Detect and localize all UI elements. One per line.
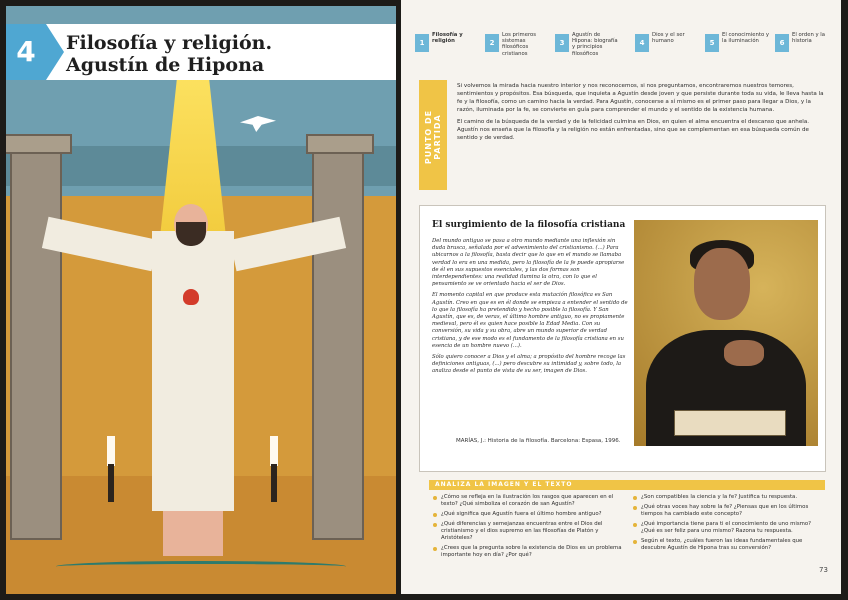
activity-column-left <box>433 494 623 562</box>
reading-quote <box>432 238 628 380</box>
activity-item: ¿Qué importancia tiene para ti el conocimiento de uno mismo? ¿Qué es ser feliz para uno mismo? Razona tu respuesta. <box>633 521 823 535</box>
tab-label: El orden y la historia <box>792 32 826 45</box>
intro-text <box>457 82 827 146</box>
activity-item: ¿Crees que la pregunta sobre la existencia de Dios es un problema importante hoy en día? ¿Por qué? <box>433 545 623 559</box>
chapter-title-line2: Agustín de Hipona <box>66 54 265 76</box>
intro-paragraph: Si volvemos la mirada hacia nuestro interior y nos reconocemos, si nos preguntamos, encontraremos nuestros temores, sentimientos y propósitos. Esa búsqueda, que inquieta a Agustín desde joven y que persiste durante toda su vida, le lleva hasta la fe y la filosofía, como un camino hacia la verdad. Para Agustín, conocerse a sí mismo es el primer paso para llegar a Dios, y la razón, iluminada por la fe, se convierte en guía para comprender el mundo y el sentido de la existencia humana. <box>457 83 824 113</box>
tab-label: Dios y el ser humano <box>652 32 685 45</box>
tab-number: 4 <box>635 34 649 52</box>
snake-icon <box>56 561 346 572</box>
quote-paragraph: Sólo quiero conocer a Dios y el alma; a propósito del hombre recoge las definiciones antiguas, (...) pero descubre su intimidad y, sobre todo, la analiza desde el punto de vista de su ser, imagen de Dios. <box>432 354 626 375</box>
tab-number: 1 <box>415 34 429 52</box>
chapter-title-line1: Filosofía y religión. <box>66 32 273 54</box>
column-capital <box>6 134 72 154</box>
tab-number: 3 <box>555 34 569 52</box>
activity-column-right <box>633 494 823 555</box>
activity-item: Según el texto, ¿cuáles fueron las ideas fundamentales que descubre Agustín de Hipona tras su conversión? <box>633 538 823 552</box>
portrait-book <box>674 410 786 436</box>
unit-number: 4 <box>6 24 46 80</box>
figure-robe <box>152 231 234 511</box>
portrait-face <box>694 248 750 320</box>
column-capital <box>306 134 374 154</box>
tab-label: Agustín de Hipona: biografía y principios filosóficos <box>572 32 618 57</box>
quote-paragraph: El momento capital en que produce esta mutación filosófica es San Agustín. Creo en que es en él donde se empieza a entender el sentido de lo que la filosofía ha pretendido y hecho posible la filosofía. Y San Agustín, que es, de veras, el último hombre antiguo, no es propiamente medieval, pero él es quien hace posible la Edad Media. Con su conversión, su vida y su obra, abre un mundo superior de verdad cristiana, y de ese modo es el fundamento de la filosofía cristiana en su esencia de un hombre nuevo (...). <box>432 292 628 349</box>
tab-number: 6 <box>775 34 789 52</box>
heart-icon <box>183 289 199 305</box>
reading-box <box>419 205 826 472</box>
tab-number: 2 <box>485 34 499 52</box>
reading-citation: MARÍAS, J.: Historia de la filosofía. Barcelona: Espasa, 1996. <box>456 438 621 444</box>
figure-legs <box>163 511 223 556</box>
punto-de-partida-label: PUNTO DE PARTIDA <box>424 109 442 165</box>
intro-paragraph: El camino de la búsqueda de la verdad y de la felicidad culmina en Dios, en quien el alma encuentra el descanso que anhela. Agustín nos enseña que la filosofía y la religión no están enfrentadas, sino que se complementan en esa búsqueda común de sentido y de verdad. <box>457 119 810 141</box>
activity-item: ¿Son compatibles la ciencia y la fe? Justifica tu respuesta. <box>633 494 823 501</box>
activity-item: ¿Qué diferencias y semejanzas encuentras entre el Dios del cristianismo y el dios supremo en las filosofías de Platón y Aristóteles? <box>433 521 623 542</box>
chapter-banner <box>6 24 396 80</box>
tab-label: Filosofía y religión <box>432 32 463 45</box>
candle-right <box>270 436 278 466</box>
candle-holder-left <box>108 464 114 502</box>
activity-section <box>429 480 825 580</box>
quote-paragraph: Del mundo antiguo se pasa a otro mundo mediante una inflexión sin duda brusca, señalada por el advenimiento del cristianismo. (...) Para ubicarnos a la filosofía, basta decir que lo que en el mundo se llamaba verdad lo era en una medida, pero la filosofía de la fe puede apropiarse de él en sus supuestos esenciales, y las dos formas son interdependientes: una realidad ilumina la otra, con lo que el pensamiento se ve orientado hacia el ser de Dios. <box>432 238 625 288</box>
candle-holder-right <box>271 464 277 502</box>
tab-number: 5 <box>705 34 719 52</box>
illustration-page <box>6 6 396 594</box>
section-tabs <box>415 30 835 56</box>
portrait-image <box>634 220 818 446</box>
activity-item: ¿Qué significa que Agustín fuera el último hombre antiguo? <box>433 511 623 518</box>
tab-label: Los primeros sistemas filosóficos cristianos <box>502 32 537 57</box>
tab-label: El conocimiento y la iluminación <box>722 32 770 45</box>
activity-item: ¿Cómo se refleja en la ilustración los rasgos que aparecen en el texto? ¿Qué simboliza el corazón de san Agustín? <box>433 494 623 508</box>
text-page <box>401 0 841 594</box>
punto-de-partida-label-box <box>419 80 447 190</box>
activity-header: ANALIZA LA IMAGEN Y EL TEXTO <box>429 480 825 490</box>
page-number: 73 <box>819 566 828 574</box>
candle-left <box>107 436 115 466</box>
portrait-hand <box>724 340 764 366</box>
column-right <box>312 146 364 540</box>
reading-title: El surgimiento de la filosofía cristiana <box>432 220 626 230</box>
column-left <box>10 146 62 540</box>
activity-item: ¿Qué otras voces hay sobre la fe? ¿Piensas que en los últimos tiempos ha cambiado este concepto? <box>633 504 823 518</box>
banner-arrow-icon <box>46 24 64 80</box>
